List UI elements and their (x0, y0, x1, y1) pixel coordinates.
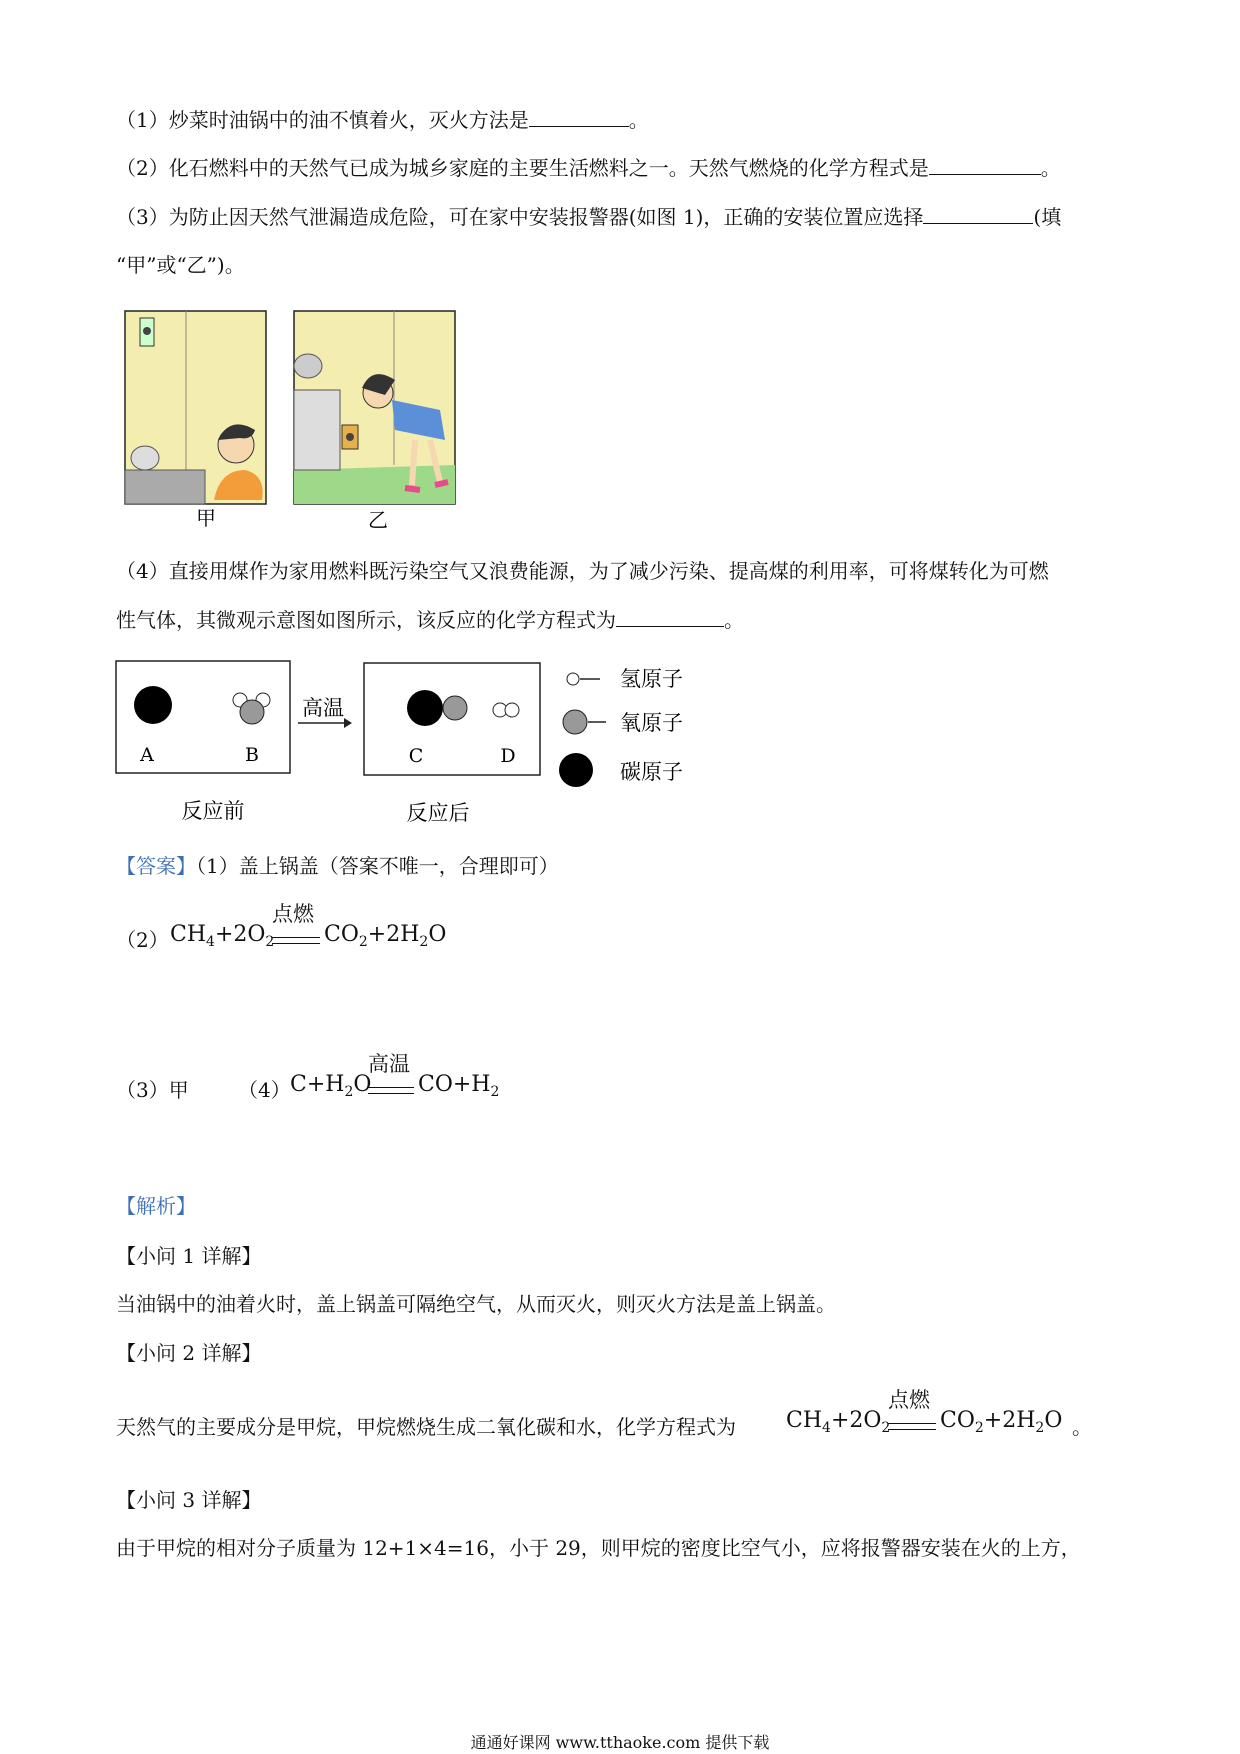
question-4-line1: （4）直接用煤作为家用燃料既污染空气又浪费能源，为了减少污染、提高煤的利用率，可将煤转化为可燃 (116, 559, 1049, 583)
legend-hydrogen-icon (567, 673, 579, 685)
hydrogen-atom (505, 703, 519, 717)
analysis-heading-1: 【小问 1 详解】 (116, 1244, 262, 1268)
page-footer: 通通好课网 www.tthaoke.com 提供下载 (470, 1733, 770, 1752)
legend-carbon-icon (559, 753, 593, 787)
oxygen-atom (240, 700, 264, 724)
arrow-condition: 高温 (302, 696, 344, 720)
condition-ignite: 点燃 (272, 902, 314, 926)
oxygen-atom (443, 696, 467, 720)
answer-1: 【答案】（1）盖上锅盖（答案不唯一，合理即可） (116, 854, 559, 878)
analysis-tag: 【解析】 (116, 1194, 196, 1218)
panel-jia-label: 甲 (196, 506, 216, 530)
analysis-paragraph-3: 由于甲烷的相对分子质量为 12+1×4=16，小于 29，则甲烷的密度比空气小，应将报警器安装在火的上方， (116, 1536, 1081, 1560)
analysis-heading-2: 【小问 2 详解】 (116, 1341, 262, 1365)
before-caption: 反应前 (181, 799, 245, 823)
analysis-heading-3: 【小问 3 详解】 (116, 1488, 262, 1512)
carbon-atom (407, 690, 443, 726)
label-d: D (500, 745, 516, 767)
panel-yi-label: 乙 (368, 508, 388, 532)
label-b: B (245, 744, 259, 766)
question-4-line2: 性气体，其微观示意图如图所示，该反应的化学方程式为 。 (116, 608, 744, 632)
legend-oxygen-icon (563, 710, 587, 734)
equation-equals (368, 1087, 414, 1094)
legend-oxygen: 氧原子 (620, 711, 683, 735)
legend-carbon: 碳原子 (620, 760, 683, 784)
question-1: （1）炒菜时油锅中的油不慎着火，灭火方法是 。 (116, 108, 649, 132)
question-3-line1: （3）为防止因天然气泄漏造成危险，可在家中安装报警器(如图 1)，正确的安装位置应选择 (填 (116, 205, 1062, 229)
equation-equals (888, 1423, 936, 1430)
label-a: A (140, 744, 154, 766)
answer-tag: 【答案】 (116, 854, 196, 878)
condition-high-temp: 高温 (368, 1052, 410, 1076)
analysis-paragraph-1: 当油锅中的油着火时，盖上锅盖可隔绝空气，从而灭火，则灭火方法是盖上锅盖。 (116, 1292, 836, 1316)
question-2: （2）化石燃料中的天然气已成为城乡家庭的主要生活燃料之一。天然气燃烧的化学方程式是 。 (116, 156, 1061, 180)
legend-hydrogen: 氢原子 (620, 667, 683, 691)
label-c: C (408, 745, 424, 767)
question-3-line2: “甲”或“乙”)。 (116, 253, 245, 277)
reaction-micro-figure (0, 0, 1240, 840)
carbon-atom (134, 686, 172, 724)
condition-ignite: 点燃 (888, 1388, 930, 1412)
equation-equals (272, 937, 320, 944)
after-caption: 反应后 (406, 801, 470, 825)
